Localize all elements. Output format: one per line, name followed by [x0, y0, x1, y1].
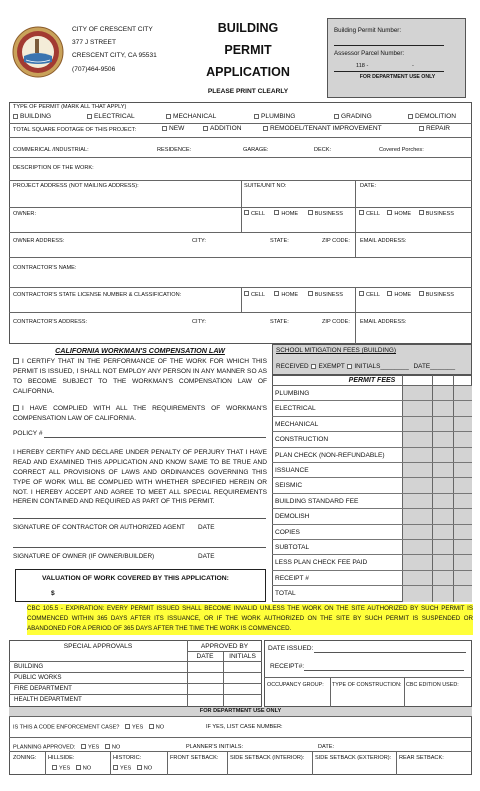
option-addition[interactable]: ADDITION — [203, 125, 242, 132]
divider — [9, 232, 472, 233]
remodel-checkbox[interactable] — [263, 126, 268, 131]
valuation-box[interactable] — [15, 569, 266, 602]
contractor-signature-date: DATE — [198, 524, 215, 531]
owner-address-label[interactable]: OWNER ADDRESS: — [13, 238, 65, 244]
divider — [241, 207, 242, 232]
fee-row[interactable] — [272, 540, 472, 555]
fee-label: PLAN CHECK (NON-REFUNDABLE) — [275, 451, 385, 459]
divider — [355, 232, 356, 257]
divider — [9, 312, 472, 313]
case-number-label[interactable]: IF YES, LIST CASE NUMBER: — [206, 724, 283, 730]
planner-initials-label[interactable]: PLANNER'S INITIALS: — [186, 744, 244, 750]
hillside-yes-checkbox[interactable] — [52, 765, 57, 770]
comp-checkbox-2[interactable] — [13, 405, 19, 411]
divider — [223, 651, 224, 707]
grading-checkbox[interactable] — [334, 114, 339, 119]
permit-fees-title: PERMIT FEES — [348, 377, 396, 384]
hillside-label: HILLSIDE: — [48, 755, 75, 761]
license-label[interactable]: CONTRACTOR'S STATE LICENSE NUMBER & CLASSIFICATION: — [13, 292, 182, 298]
fee-label: SEISMIC — [275, 482, 303, 490]
contractor-phone-options-2 — [359, 291, 454, 298]
approval-initials-header: INITIALS — [229, 653, 256, 660]
school-fees-title: SCHOOL MITIGATION FEES (BUILDING) — [276, 347, 397, 354]
planning-date-label[interactable]: DATE: — [318, 744, 335, 750]
business-checkbox[interactable] — [419, 291, 424, 296]
receipt-label: RECEIPT#: — [270, 663, 305, 670]
fee-row[interactable] — [272, 401, 472, 416]
fee-row[interactable] — [272, 386, 472, 401]
business-checkbox[interactable] — [419, 210, 424, 215]
contractor-city-label[interactable]: CITY: — [192, 319, 206, 325]
fee-label: LESS PLAN CHECK FEE PAID — [275, 559, 368, 567]
divider — [227, 751, 228, 775]
divider — [355, 180, 356, 207]
business-checkbox[interactable] — [308, 291, 313, 296]
comp-certify-2: I HAVE COMPLIED WITH ALL THE REQUIREMENTS OF WORKMAN'S COMPENSATION LAW OF CALIFORNIA. — [13, 405, 267, 422]
category-commercial[interactable]: COMMERICAL /INDUSTRIAL: — [13, 147, 89, 153]
fee-label: ISSUANCE — [275, 467, 309, 474]
zoning-label[interactable]: ZONING: — [13, 755, 37, 761]
owner-zip-label[interactable]: ZIP CODE: — [322, 238, 350, 244]
divider — [355, 207, 356, 232]
divider — [312, 751, 313, 775]
project-address-label[interactable]: PROJECT ADDRESS (NOT MAILING ADDRESS): — [13, 183, 139, 189]
divider — [241, 287, 242, 312]
parcel-prefix[interactable]: 118 - — [356, 63, 369, 69]
divider — [330, 677, 331, 707]
divider — [9, 137, 472, 138]
cell-checkbox[interactable] — [244, 210, 249, 215]
side-setback-exterior-label[interactable]: SIDE SETBACK (EXTERIOR): — [315, 755, 392, 761]
home-option[interactable]: HOME — [274, 211, 298, 217]
fee-label: TOTAL — [275, 590, 296, 598]
parcel-label: Assessor Parcel Number: — [334, 50, 405, 57]
divider — [9, 751, 472, 752]
divider — [404, 677, 405, 707]
cell-option[interactable]: CELL — [359, 292, 380, 298]
option-building[interactable]: BUILDING — [13, 113, 51, 120]
owner-city-label[interactable]: CITY: — [192, 238, 206, 244]
received-checkbox[interactable] — [311, 364, 316, 369]
business-option[interactable]: BUSINESS — [308, 292, 343, 298]
parcel-line — [334, 71, 444, 72]
contractor-address-label[interactable]: CONTRACTOR'S ADDRESS: — [13, 319, 88, 325]
enforcement-no-checkbox[interactable] — [149, 724, 154, 729]
fee-row[interactable] — [272, 525, 472, 540]
addition-checkbox[interactable] — [203, 126, 208, 131]
description-label[interactable]: DESCRIPTION OF THE WORK: — [13, 165, 94, 171]
divider — [9, 716, 472, 717]
home-option[interactable]: HOME — [387, 292, 411, 298]
policy-label: POLICY # — [13, 430, 43, 437]
comp-checkbox-1[interactable] — [13, 358, 19, 364]
fee-label: PLUMBING — [275, 390, 310, 397]
plumbing-checkbox[interactable] — [254, 114, 259, 119]
category-covered-porches[interactable]: Covered Porches: — [379, 147, 424, 153]
enforcement-yes-checkbox[interactable] — [125, 724, 130, 729]
rear-setback-label[interactable]: REAR SETBACK: — [399, 755, 444, 761]
front-setback-label[interactable]: FRONT SETBACK: — [170, 755, 219, 761]
owner-signature-label: SIGNATURE OF OWNER (IF OWNER/BUILDER) — [13, 553, 155, 560]
valuation-label: VALUATION OF WORK COVERED BY THIS APPLICATION: — [42, 575, 229, 582]
policy-line[interactable] — [44, 437, 266, 438]
fee-label: SUBTOTAL — [275, 544, 310, 551]
form-title-line1: BUILDING — [217, 21, 279, 35]
divider — [9, 694, 262, 695]
fee-label: MECHANICAL — [275, 420, 319, 428]
owner-label[interactable]: OWNER: — [13, 211, 36, 217]
hillside-options: YES NO — [52, 765, 91, 772]
category-deck[interactable]: DECK: — [314, 147, 332, 153]
fee-row[interactable] — [272, 463, 472, 478]
cell-option[interactable]: CELL — [244, 211, 265, 217]
contractor-state-label[interactable]: STATE: — [270, 319, 289, 325]
option-electrical[interactable]: ELECTRICAL — [87, 113, 135, 120]
divider — [187, 651, 262, 652]
form-title-line2: PERMIT — [224, 43, 272, 57]
contractor-zip-label[interactable]: ZIP CODE: — [322, 319, 350, 325]
perjury-statement: I HEREBY CERTIFY AND DECLARE UNDER PENALTY OF PERJURY THAT I HAVE READ AND EXAMINED THIS APPLICATION AND KNOW SAME TO BE TRUE AND CORRECT ALL PROVISIONS OF LAWS AND ORDINANCES GOVERNING THIS TYPE OF WORK WILL BE COMPLIED WITH WHETHER SPECIFIED HEREIN OR NOT. I HEREBY ACCEPT AND AGREE TO MEET ALL SPECIAL REQUIREMENTS HEREIN CONTAINED AND REQUIRED AS PART OF THIS PERMIT. — [13, 449, 267, 506]
divider — [241, 180, 242, 207]
option-new[interactable]: NEW — [162, 125, 184, 132]
home-checkbox[interactable] — [387, 210, 392, 215]
print-note: PLEASE PRINT CLEARLY — [207, 88, 289, 95]
owner-email-label[interactable]: EMAIL ADDRESS: — [360, 238, 407, 244]
approval-row-building: BUILDING — [14, 663, 44, 670]
divider — [45, 751, 46, 775]
divider — [355, 312, 356, 344]
divider — [9, 672, 262, 673]
fee-label: ELECTRICAL — [275, 405, 316, 413]
cell-checkbox[interactable] — [359, 291, 364, 296]
cell-checkbox[interactable] — [359, 210, 364, 215]
suite-label[interactable]: SUITE/UNIT NO: — [244, 183, 287, 189]
divider — [110, 751, 111, 775]
home-option[interactable]: HOME — [274, 292, 298, 298]
electrical-checkbox[interactable] — [87, 114, 92, 119]
approval-row-public-works: PUBLIC WORKS — [14, 674, 62, 681]
approved-by-header: APPROVED BY — [200, 643, 249, 650]
option-grading[interactable]: GRADING — [334, 113, 372, 120]
owner-phone-options-2 — [359, 210, 454, 217]
contractor-email-label[interactable]: EMAIL ADDRESS: — [360, 319, 407, 325]
city-street: 377 J STREET — [72, 39, 116, 46]
contractor-name-label[interactable]: CONTRACTOR'S NAME: — [13, 265, 77, 271]
historic-no-checkbox[interactable] — [137, 765, 142, 770]
option-mechanical[interactable]: MECHANICAL — [166, 113, 216, 120]
fee-row[interactable] — [272, 509, 472, 524]
cell-option[interactable]: CELL — [244, 292, 265, 298]
fee-label: DEMOLISH — [275, 513, 310, 521]
sqft-label: TOTAL SQUARE FOOTAGE OF THIS PROJECT: — [13, 127, 137, 133]
permit-number-box — [327, 18, 466, 98]
city-name: CITY OF CRESCENT CITY — [72, 26, 153, 33]
owner-signature-line[interactable] — [13, 547, 266, 548]
divider — [9, 737, 472, 738]
divider — [9, 661, 262, 662]
date-issued-line[interactable] — [314, 652, 466, 653]
school-fees-status: RECEIVED EXEMPT INITIALS________ DATE_______ — [276, 363, 455, 370]
business-option[interactable]: BUSINESS — [419, 211, 454, 217]
fee-row[interactable] — [272, 432, 472, 447]
divider — [355, 287, 356, 312]
dept-use-banner: FOR DEPARTMENT USE ONLY — [9, 707, 472, 716]
work-type-options — [162, 125, 472, 134]
comp-title: CALIFORNIA WORKMAN'S COMPENSATION LAW — [55, 346, 225, 355]
permit-type-label: TYPE OF PERMIT (MARK ALL THAT APPLY) — [13, 104, 127, 110]
side-setback-interior-label[interactable]: SIDE SETBACK (INTERIOR): — [230, 755, 305, 761]
special-approvals-header: SPECIAL APPROVALS — [63, 643, 133, 650]
cbc-edition-label[interactable]: CBC EDITION USED: — [406, 682, 459, 688]
divider — [264, 677, 472, 678]
hillside-no-checkbox[interactable] — [76, 765, 81, 770]
divider — [9, 257, 472, 258]
divider — [9, 157, 472, 158]
fee-label: RECEIPT # — [275, 574, 309, 582]
receipt-line[interactable] — [304, 670, 464, 671]
fee-row[interactable] — [272, 555, 472, 570]
category-garage[interactable]: GARAGE: — [243, 147, 269, 153]
business-checkbox[interactable] — [308, 210, 313, 215]
expiration-notice: CBC 105.5 - EXPIRATION: EVERY PERMIT ISSUED SHALL BECOME INVALID UNLESS THE WORK ON THE SITE AUTHORIZED BY SUCH PERMIT IS COMMENCED WITHIN 365 DAYS AFTER ITS ISSUANCE, OR IF THE WORK AUTHORIZED ON THE SITE BY SUCH PERMIT IS SUSPENDED OR ABANDONED FOR A PERIOD OF 365 DAYS AFTER THE TIME THE WORK IS COMMENCED. — [27, 604, 473, 635]
business-option[interactable]: BUSINESS — [419, 292, 454, 298]
mechanical-checkbox[interactable] — [166, 114, 171, 119]
repair-checkbox[interactable] — [419, 126, 424, 131]
city-phone: (707)464-9506 — [72, 66, 116, 73]
business-option[interactable]: BUSINESS — [308, 211, 343, 217]
contractor-phone-options-1 — [244, 291, 343, 298]
form-title-line3: APPLICATION — [206, 65, 290, 79]
option-remodel[interactable]: REMODEL/TENANT IMPROVEMENT — [263, 125, 382, 132]
building-checkbox[interactable] — [13, 114, 18, 119]
fee-row[interactable] — [272, 448, 472, 463]
owner-signature-date: DATE — [198, 553, 215, 560]
contractor-signature-line[interactable] — [13, 518, 266, 519]
fee-label: CONSTRUCTION — [275, 436, 329, 444]
approval-row-fire: FIRE DEPARTMENT — [14, 685, 72, 692]
historic-label: HISTORIC: — [113, 755, 142, 761]
historic-yes-checkbox[interactable] — [113, 765, 118, 770]
comp-certify-1: I CERTIFY THAT IN THE PERFORMANCE OF THE WORK FOR WHICH THIS PERMIT IS ISSUED, I SHALL NOT EMPLOY ANY PERSON IN ANY MANNER SO AS TO BECOME SUBJECT TO THE WORKMAN'S COMPENSATION LAW OF CALIFORNIA. — [13, 358, 267, 395]
fee-row[interactable] — [272, 417, 472, 432]
fee-row[interactable] — [272, 494, 472, 509]
valuation-dollar: $ — [51, 590, 55, 597]
planning-approved-row: PLANNING APPROVED: YES NO — [13, 744, 121, 751]
contractor-signature-label: SIGNATURE OF CONTRACTOR OR AUTHORIZED AGENT — [13, 524, 185, 531]
date-label[interactable]: DATE: — [360, 183, 377, 189]
home-checkbox[interactable] — [274, 210, 279, 215]
fee-row[interactable] — [272, 571, 472, 586]
fee-row[interactable] — [272, 586, 472, 601]
home-checkbox[interactable] — [387, 291, 392, 296]
historic-options: YES NO — [113, 765, 152, 772]
school-fees-box — [272, 344, 472, 375]
cell-checkbox[interactable] — [244, 291, 249, 296]
permit-number-line[interactable] — [334, 45, 444, 46]
occupancy-label[interactable]: OCCUPANCY GROUP: — [267, 682, 324, 688]
owner-state-label[interactable]: STATE: — [270, 238, 289, 244]
new-checkbox[interactable] — [162, 126, 167, 131]
planning-yes-checkbox[interactable] — [81, 744, 86, 749]
option-plumbing[interactable]: PLUMBING — [254, 113, 295, 120]
city-state-zip: CRESCENT CITY, CA 95531 — [72, 52, 157, 59]
permit-type-options — [13, 113, 473, 122]
city-seal — [12, 26, 64, 78]
home-checkbox[interactable] — [274, 291, 279, 296]
exempt-checkbox[interactable] — [347, 364, 352, 369]
home-option[interactable]: HOME — [387, 211, 411, 217]
planning-no-checkbox[interactable] — [105, 744, 110, 749]
category-residence[interactable]: RESIDENCE: — [157, 147, 192, 153]
divider — [9, 123, 472, 124]
parcel-dash: - — [412, 63, 414, 69]
owner-phone-options-1 — [244, 210, 343, 217]
code-enforcement-row: IS THIS A CODE ENFORCEMENT CASE? YES NO — [13, 724, 165, 731]
fee-label: BUILDING STANDARD FEE — [275, 497, 359, 505]
option-demolition[interactable]: DEMOLITION — [408, 113, 456, 120]
demolition-checkbox[interactable] — [408, 114, 413, 119]
divider — [167, 751, 168, 775]
permit-number-label: Building Permit Number: — [334, 27, 402, 34]
option-repair[interactable]: REPAIR — [419, 125, 450, 132]
fee-label: COPIES — [275, 528, 300, 536]
construction-type-label[interactable]: TYPE OF CONSTRUCTION: — [332, 682, 402, 688]
dept-use-only-label: FOR DEPARTMENT USE ONLY — [359, 74, 436, 80]
approval-date-header: DATE — [196, 653, 214, 660]
fee-row[interactable] — [272, 478, 472, 493]
cell-option[interactable]: CELL — [359, 211, 380, 217]
date-issued-label: DATE ISSUED: — [268, 645, 314, 652]
divider — [396, 751, 397, 775]
divider — [9, 683, 262, 684]
approval-row-health: HEALTH DEPARTMENT — [14, 696, 82, 703]
